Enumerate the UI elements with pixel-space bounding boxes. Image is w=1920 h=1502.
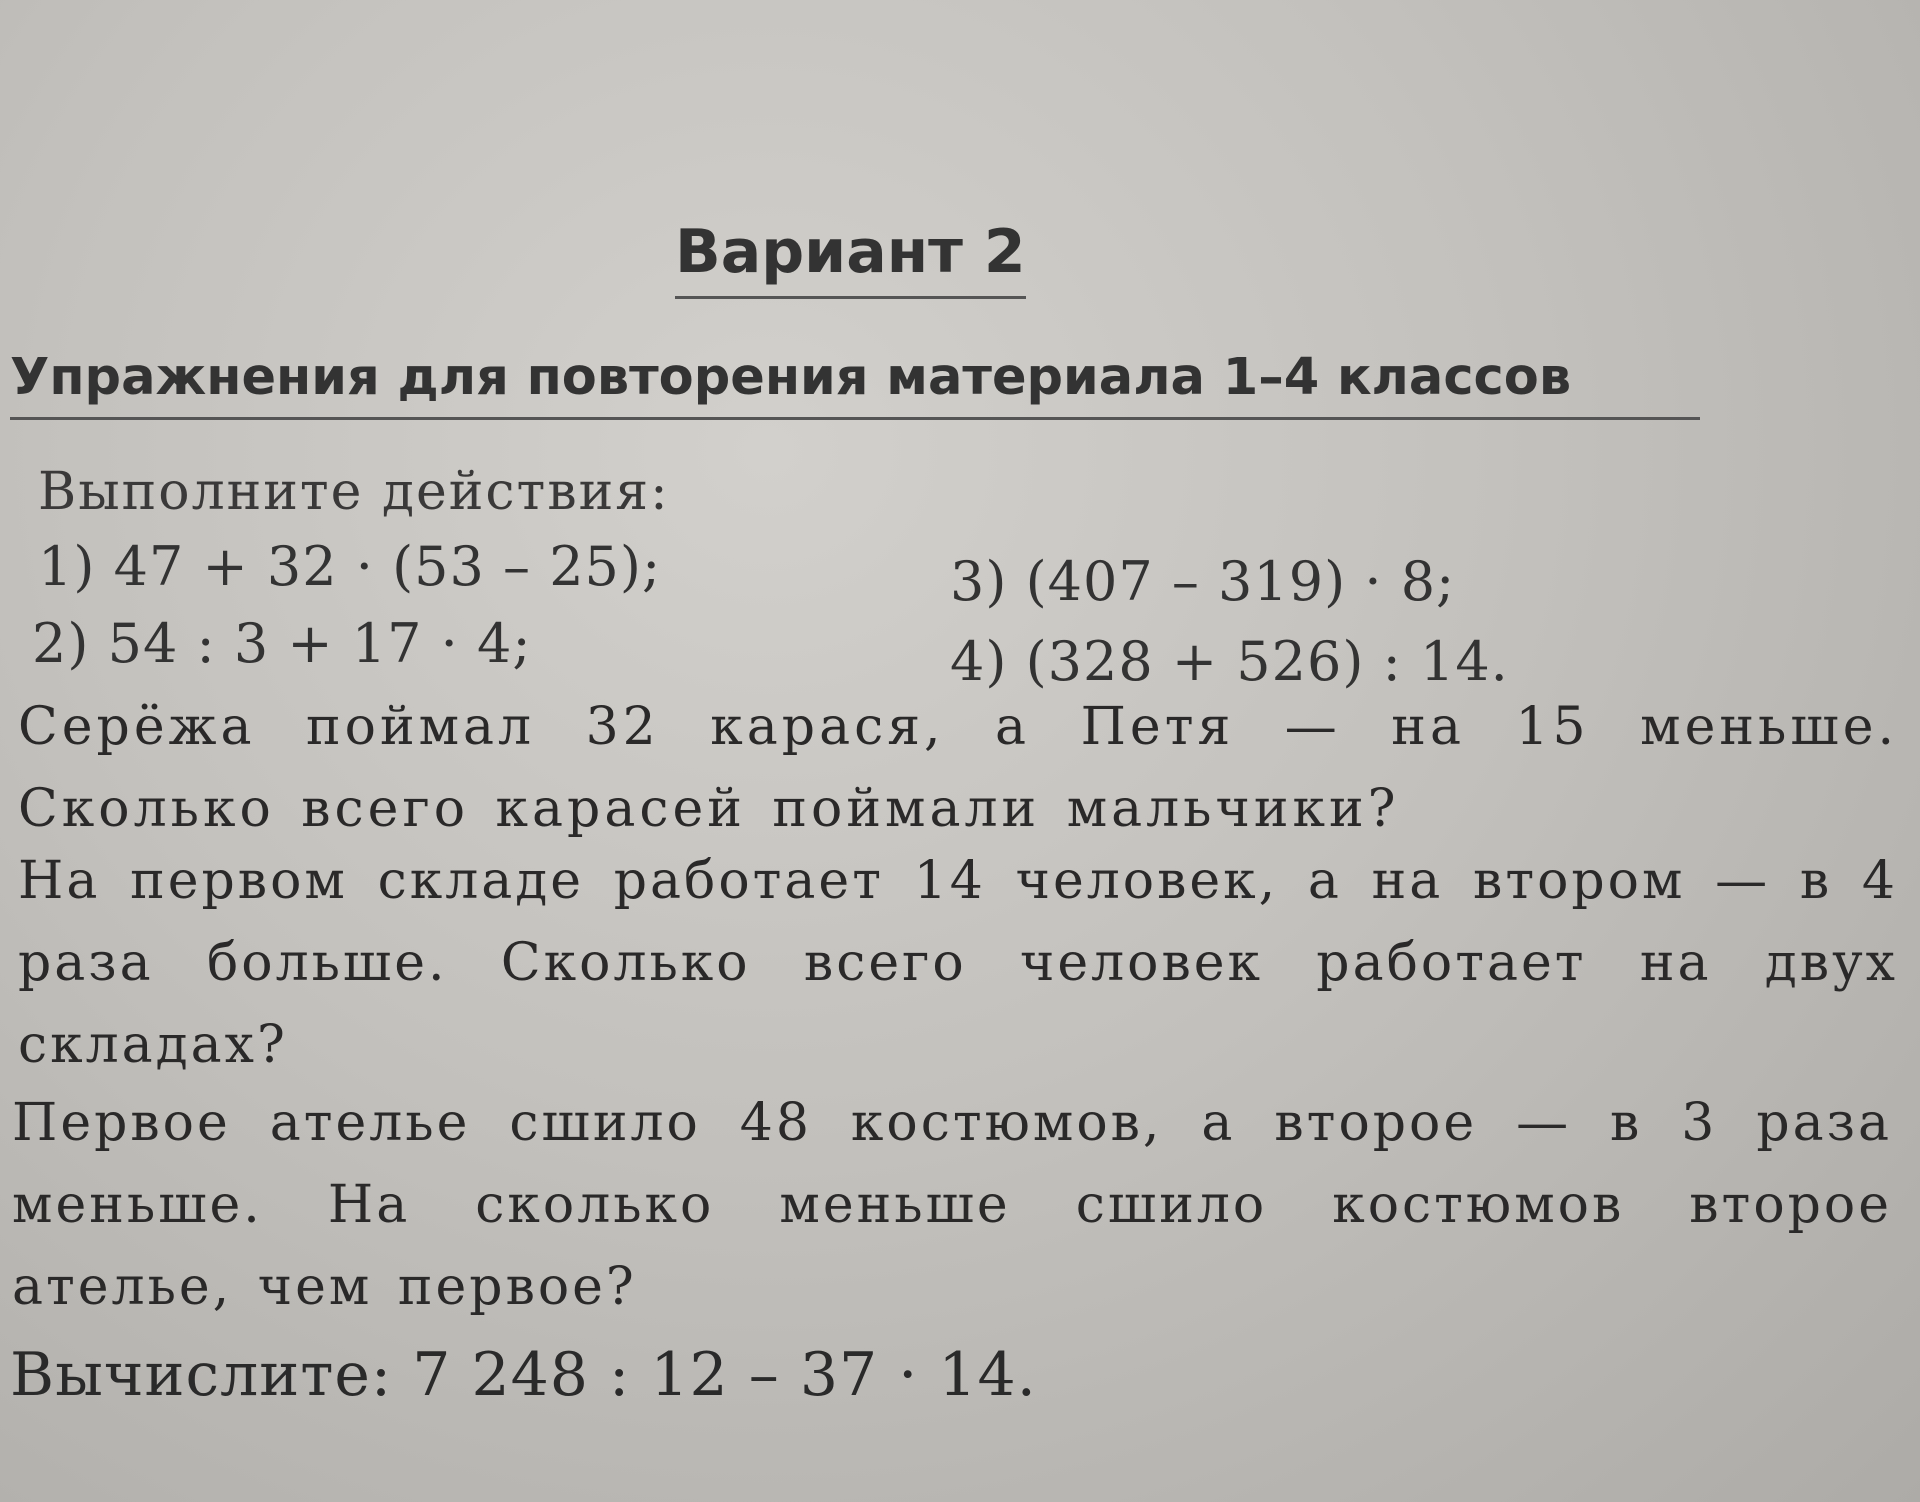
problem-warehouse: На первом складе работает 14 человек, а на втором — в 4 раза больше. Сколько всего человек работает на двух складах? <box>18 851 1898 1075</box>
exercise-4: 4) (328 + 526) : 14. <box>950 630 1509 693</box>
variant-heading: Вариант 2 <box>675 222 1026 299</box>
section-subtitle: Упражнения для повторения материала 1–4 классов <box>10 352 1700 420</box>
actions-instruction: Выполните действия: <box>38 462 670 522</box>
exercise-1: 1) 47 + 32 · (53 – 25); <box>38 535 662 598</box>
calculate-expression: Вычислите: 7 248 : 12 – 37 · 14. <box>10 1340 1037 1410</box>
problem-atelier: Первое ателье сшило 48 костюмов, а второе — в 3 раза меньше. На сколько меньше сшило костюмов второе ателье, чем первое? <box>12 1093 1892 1317</box>
exercise-2: 2) 54 : 3 + 17 · 4; <box>32 612 532 675</box>
problem-fish: Серёжа поймал 32 карася, а Петя — на 15 меньше. Сколько всего карасей поймали мальчики? <box>18 697 1898 839</box>
exercise-3: 3) (407 – 319) · 8; <box>950 550 1456 613</box>
